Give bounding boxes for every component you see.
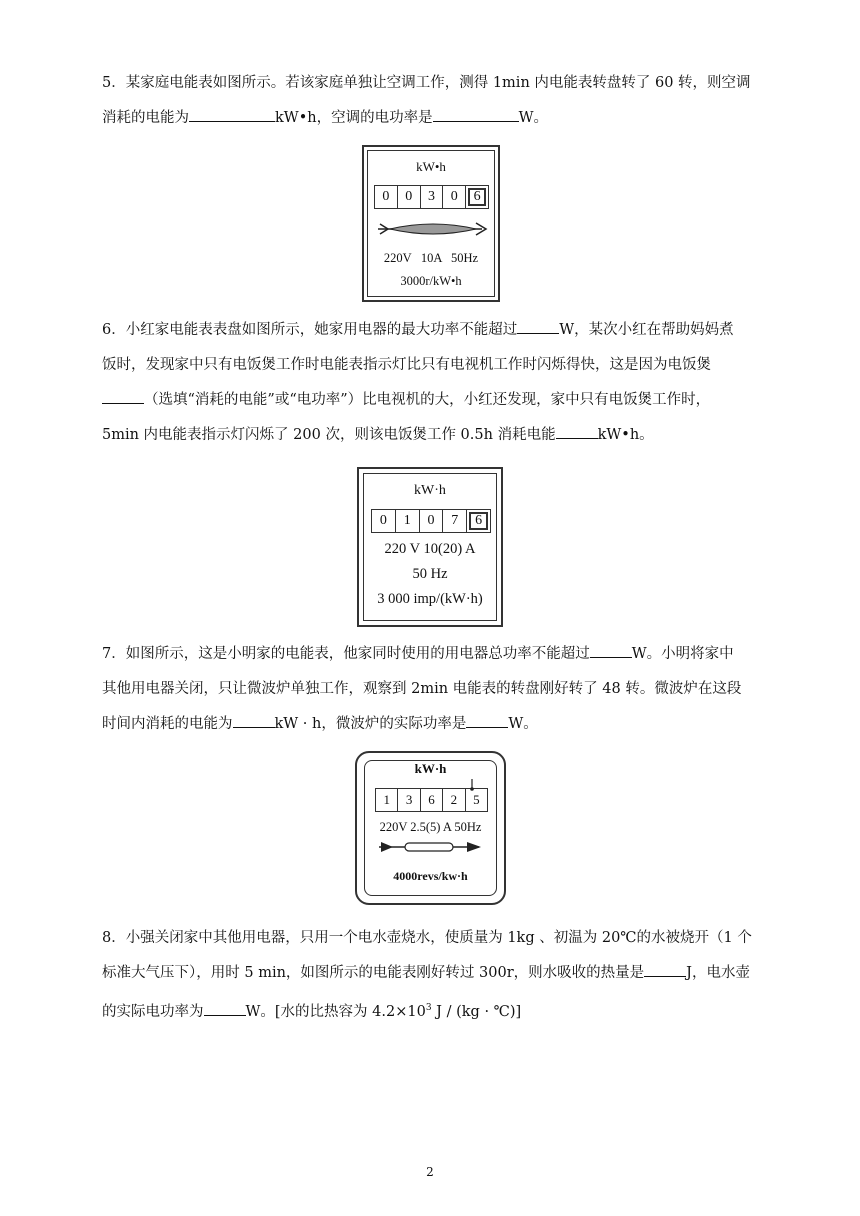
meter-digit: 3	[398, 789, 420, 811]
q7-line2: 其他用电器关闭，只让微波炉单独工作，观察到 2min 电能表的转盘刚好转了 48 转。微波炉在这段	[102, 681, 742, 697]
meter-constant: 3000r/kW•h	[400, 274, 462, 288]
answer-blank	[204, 997, 246, 1016]
q7-text-d: kW · h，微波炉的实际功率是	[274, 716, 467, 732]
q5-text-a: 消耗的电能为	[102, 110, 189, 126]
q6-line1	[102, 313, 762, 348]
meter-digits	[371, 509, 491, 533]
meter-digits	[375, 788, 488, 812]
meter-frequency: 50 Hz	[412, 566, 448, 582]
answer-blank	[102, 385, 144, 404]
meter-digit-decimal: 6	[467, 510, 490, 532]
answer-blank	[433, 103, 519, 122]
meter-spec: 220V 10A 50Hz	[383, 251, 479, 265]
answer-blank	[517, 315, 559, 334]
meter-digits	[374, 185, 489, 209]
q6-line4	[102, 418, 762, 453]
meter-digit: 0	[398, 186, 421, 208]
q8-line1: 8．小强关闭家中其他用电器，只用一个电水壶烧水，使质量为 1kg 、初温为 20℃的水被烧开（1 个	[102, 930, 752, 946]
pointer-icon	[468, 779, 476, 791]
answer-blank	[590, 639, 632, 658]
meter-digit: 1	[376, 789, 398, 811]
q6-text-a: 6．小红家电能表表盘如图所示，她家用电器的最大功率不能超过	[102, 322, 518, 338]
q7-text-a: 7．如图所示，这是小明家的电能表，他家同时使用的用电器总功率不能超过	[102, 646, 590, 662]
meter-unit: kW·h	[414, 483, 446, 498]
meter-unit: kW·h	[414, 761, 447, 776]
q8-line2	[102, 956, 762, 991]
q8-text-c: 的实际电功率为	[102, 1003, 204, 1020]
question-8	[102, 921, 762, 1030]
meter-digit: 6	[421, 789, 443, 811]
page-number: 2	[426, 1165, 434, 1179]
answer-blank	[466, 709, 508, 728]
rotating-disk-icon	[378, 217, 488, 241]
q8-text-b: J，电水壶	[686, 965, 750, 981]
meter-digit: 5	[473, 792, 480, 807]
meter-digit: 0	[443, 186, 466, 208]
answer-blank	[644, 958, 686, 977]
electric-meter-figure-1	[362, 145, 500, 302]
q7-text-e: W。	[508, 716, 538, 732]
q6-text-e: kW•h。	[597, 427, 654, 443]
meter-digit: 0	[372, 510, 396, 532]
q6-text-c: （选填“消耗的电能”或“电功率”）比电视机的大，小红还发现，家中只有电饭煲工作时，	[144, 392, 711, 408]
meter-digit: 7	[443, 510, 467, 532]
answer-blank	[233, 709, 275, 728]
q7-line1	[102, 637, 762, 672]
answer-blank	[189, 103, 275, 122]
q7-text-c: 时间内消耗的电能为	[102, 716, 233, 732]
q7-line3	[102, 707, 762, 742]
q8-superscript: 3	[425, 1003, 432, 1013]
q8-text-d: W。[水的比热容为 4.2×10	[245, 1003, 426, 1020]
meter-digit: 1	[396, 510, 420, 532]
question-7	[102, 637, 762, 742]
meter-digit: 0	[420, 510, 444, 532]
q7-text-b: W。小明将家中	[631, 646, 734, 662]
q6-text-b: W，某次小红在帮助妈妈煮	[559, 322, 734, 338]
meter-unit: kW•h	[416, 159, 446, 174]
meter-spec: 220 V 10(20) A	[384, 541, 476, 557]
answer-blank	[556, 420, 598, 439]
meter-constant: 4000revs/kw·h	[393, 869, 468, 883]
meter-digit: 2	[443, 789, 465, 811]
q6-text-d: 5min 内电能表指示灯闪烁了 200 次，则该电饭煲工作 0.5h 消耗电能	[102, 427, 556, 443]
meter-digit: 0	[375, 186, 398, 208]
rotating-disk-icon	[379, 839, 483, 855]
question-5	[102, 66, 762, 136]
question-6	[102, 313, 762, 453]
q8-text-e: J / (kg · ℃)]	[431, 1003, 522, 1020]
q5-text-c: W。	[518, 110, 548, 126]
meter-digit-decimal: 6	[466, 186, 488, 208]
q5-line1: 5．某家庭电能表如图所示。若该家庭单独让空调工作，测得 1min 内电能表转盘转了 60 转，则空调	[102, 75, 751, 91]
meter-spec: 220V 2.5(5) A 50Hz	[379, 820, 482, 834]
meter-constant: 3 000 imp/(kW·h)	[377, 591, 483, 607]
electric-meter-figure-2	[357, 467, 503, 627]
q5-line2	[102, 101, 762, 136]
q6-line2: 饭时，发现家中只有电饭煲工作时电能表指示灯比只有电视机工作时闪烁得快，这是因为电饭煲	[102, 357, 711, 373]
q5-text-b: kW•h，空调的电功率是	[275, 110, 433, 126]
q6-line3	[102, 383, 762, 418]
q8-line3	[102, 991, 762, 1030]
electric-meter-figure-3	[355, 751, 506, 905]
meter-digit: 3	[421, 186, 444, 208]
q8-text-a: 标准大气压下），用时 5 min，如图所示的电能表刚好转过 300r，则水吸收的热量是	[102, 965, 645, 981]
